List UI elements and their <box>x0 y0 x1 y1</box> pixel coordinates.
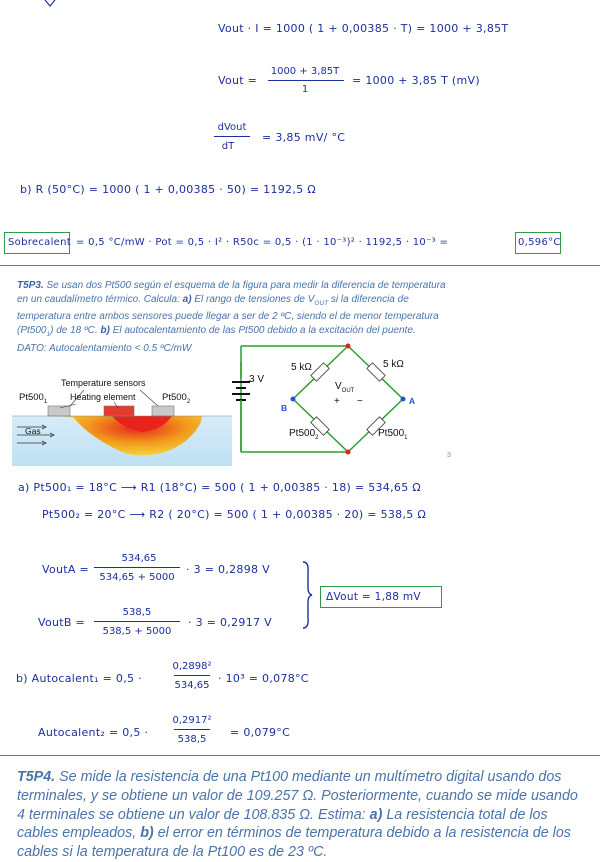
autocalent1-numerator: 0,2898² <box>172 661 212 672</box>
part-b-text: El autocalentamiento de las Pt500 debido a la excitación del puente. <box>112 325 416 337</box>
arrow-fragment-icon <box>44 0 58 8</box>
fraction-bar <box>94 567 180 568</box>
sobrecalent-equation: = 0,5 °C/mW · Pot = 0,5 · I² · R50c = 0,5 · (1 · 10⁻³)² · 1192,5 · 10⁻³ = <box>76 237 449 248</box>
plus-sign: + <box>334 396 340 407</box>
voutb-numerator: 538,5 <box>122 607 152 618</box>
problem-intro: Se mide la resistencia de una Pt100 mediante un multímetro digital usando dos terminales, y se obtiene un valor de 109.257 Ω. Posteriormente, cuando se mide usando 4 terminales se obtiene un valor de 108.835 Ω. Estima: <box>17 769 578 823</box>
bridge-pt500-2-label: $Pt500_2$ <box>289 428 319 441</box>
vouta-numerator: 534,65 <box>121 553 157 564</box>
section-divider <box>0 755 600 756</box>
solution-r1: a) Pt500₁ = 18°C ⟶ R1 (18°C) = 500 ( 1 + 0,00385 · 18) = 534,65 Ω <box>18 481 421 494</box>
vouta-denominator: 534,65 + 5000 <box>99 572 175 583</box>
bridge-pt500-1-label: $Pt500_1$ <box>378 428 408 441</box>
gas-label: Gas <box>25 426 41 436</box>
part-a-rest: si la diferencia de temperatura entre ambos sensores puede llegar a ser de 2 ºC, siendo el de menor temperatura (Pt500 <box>17 293 439 337</box>
sobrecalent-label: Sobrecalent <box>8 237 71 248</box>
minus-sign: − <box>357 396 363 407</box>
fraction-bar <box>174 729 210 730</box>
part-a-label: a) <box>369 806 383 823</box>
equation-vout-denominator: 1 <box>301 84 309 95</box>
solution-r2: Pt500₂ = 20°C ⟶ R2 ( 20°C) = 500 ( 1 + 0,00385 · 20) = 538,5 Ω <box>42 508 427 521</box>
curly-brace-icon <box>300 560 314 630</box>
problem-t5p4 <box>17 768 583 861</box>
equation-vout-i: Vout · I = 1000 ( 1 + 0,00385 · T) = 1000 + 3,85T <box>218 22 509 35</box>
part-a-label: a) <box>182 293 192 305</box>
autocalent1-denominator: 534,65 <box>174 680 210 691</box>
resistance-50c-equation: b) R (50°C) = 1000 ( 1 + 0,00385 · 50) = 1192,5 Ω <box>20 183 316 196</box>
autocalent2-rhs: = 0,079°C <box>230 726 291 739</box>
fraction-bar <box>94 621 180 622</box>
voutb-rhs: · 3 = 0,2917 V <box>188 616 272 629</box>
wheatstone-bridge-diagram <box>228 342 458 460</box>
equation-vout-numerator: 1000 + 3,85T <box>270 66 340 77</box>
problem-intro: Se usan dos Pt500 según el esquema de la figura para medir la diferencia de temperatura en un caudalímetro térmico. Calcula: <box>17 280 446 305</box>
resistor-left-label: 5 kΩ <box>291 362 312 373</box>
node-a-label: A <box>409 396 416 406</box>
problem-dato: DATO: Autocalentamiento < 0.5 ºC/mW <box>17 342 192 354</box>
voutb-lhs: VoutB = <box>38 616 86 629</box>
part-a-text: El rango de tensiones de V <box>194 293 315 305</box>
sobrecalent-result: 0,596°C <box>518 237 561 248</box>
fraction-bar <box>214 136 250 137</box>
equation-vout-lhs: Vout = <box>218 74 258 87</box>
heating-element-label: Heating element <box>70 392 136 402</box>
autocalent1-lhs: b) Autocalent₁ = 0,5 · <box>16 672 142 685</box>
part-b-label: b) <box>140 825 154 842</box>
vout-label: $V_{OUT}$ <box>335 381 355 394</box>
section-divider <box>0 265 600 266</box>
derivative-denominator: dT <box>221 141 235 152</box>
pt500-1-label: $Pt500_1$ <box>19 392 48 405</box>
fraction-bar <box>268 80 344 81</box>
delta-vout: ΔVout = 1,88 mV <box>326 591 421 603</box>
fraction-bar <box>174 675 210 676</box>
temperature-sensors-label: Temperature sensors <box>61 378 146 388</box>
autocalent1-rhs: · 10³ = 0,078°C <box>218 672 309 685</box>
part-b-text: el error en términos de temperatura debido a la resistencia de los cables si la temperatura de la Pt100 es de 23 ºC. <box>17 825 571 861</box>
vouta-lhs: VoutA = <box>42 563 90 576</box>
vout-subscript: OUT <box>314 299 329 307</box>
problem-code: T5P4. <box>17 769 56 785</box>
derivative-numerator: dVout <box>217 122 247 133</box>
autocalent2-denominator: 538,5 <box>177 734 207 745</box>
part-a-text: La resistencia total de los cables empleados, <box>17 806 548 842</box>
voutb-denominator: 538,5 + 5000 <box>102 626 172 637</box>
vouta-rhs: · 3 = 0,2898 V <box>186 563 270 576</box>
autocalent2-lhs: Autocalent₂ = 0,5 · <box>38 726 149 739</box>
equation-vout-rhs: = 1000 + 3,85 T (mV) <box>352 74 480 87</box>
source-voltage-label: 3 V <box>249 374 265 385</box>
problem-code: T5P3. <box>17 280 44 291</box>
pt500-subscript: 1 <box>46 331 51 339</box>
pt500-2-label: $Pt500_2$ <box>162 392 191 405</box>
node-b-label: B <box>281 403 288 413</box>
page-number: 3 <box>447 452 451 459</box>
derivative-rhs: = 3,85 mV/ °C <box>262 131 346 144</box>
part-a-end: ) de 18 ºC. <box>50 325 98 337</box>
part-b-label: b) <box>100 325 110 337</box>
resistor-right-label: 5 kΩ <box>383 359 404 370</box>
autocalent2-numerator: 0,2917² <box>172 715 212 726</box>
